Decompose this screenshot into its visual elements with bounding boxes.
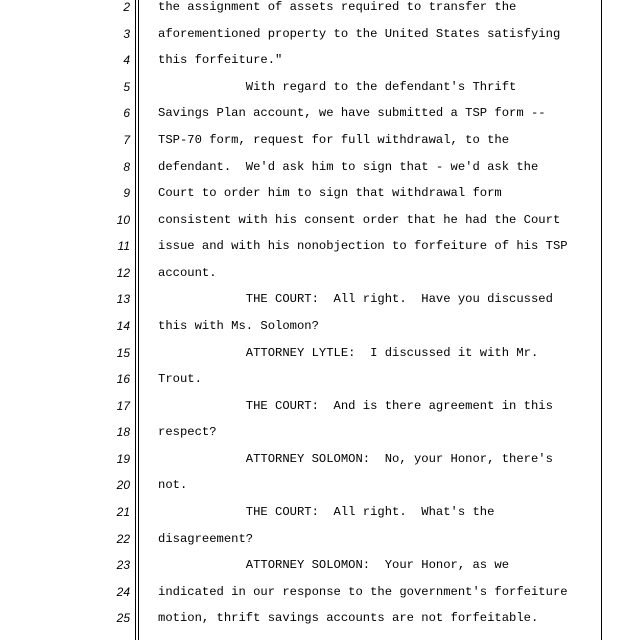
line-number: 16 bbox=[116, 372, 130, 386]
line-text: the assignment of assets required to transfer the bbox=[158, 0, 517, 14]
line-text: this forfeiture." bbox=[158, 53, 283, 67]
line-text: disagreement? bbox=[158, 532, 254, 546]
line-text: THE COURT: All right. What's the bbox=[158, 505, 495, 519]
line-number: 7 bbox=[123, 133, 130, 147]
line-number: 23 bbox=[116, 558, 130, 572]
line-text: ATTORNEY SOLOMON: No, your Honor, there's bbox=[158, 452, 553, 466]
line-number: 9 bbox=[123, 186, 130, 200]
line-number: 14 bbox=[116, 319, 130, 333]
line-number: 19 bbox=[116, 452, 130, 466]
line-text: Savings Plan account, we have submitted a TSP form -- bbox=[158, 106, 546, 120]
line-text: defendant. We'd ask him to sign that - we'd ask the bbox=[158, 160, 539, 174]
line-number: 4 bbox=[123, 53, 130, 67]
line-number: 24 bbox=[116, 585, 130, 599]
line-number: 10 bbox=[116, 213, 130, 227]
left-margin-rule-inner bbox=[138, 0, 139, 640]
line-number: 25 bbox=[116, 611, 130, 625]
line-text: TSP-70 form, request for full withdrawal, to the bbox=[158, 133, 510, 147]
line-text: motion, thrift savings accounts are not forfeitable. bbox=[158, 611, 539, 625]
line-text: THE COURT: And is there agreement in this bbox=[158, 399, 553, 413]
line-number: 20 bbox=[116, 478, 130, 492]
line-number: 11 bbox=[117, 239, 130, 253]
line-number: 5 bbox=[123, 80, 130, 94]
line-text: respect? bbox=[158, 425, 217, 439]
line-number: 13 bbox=[116, 292, 130, 306]
line-text: ATTORNEY LYTLE: I discussed it with Mr. bbox=[158, 346, 539, 360]
line-number: 21 bbox=[116, 505, 130, 519]
left-margin-rule bbox=[135, 0, 136, 640]
line-number: 6 bbox=[123, 106, 130, 120]
line-text: account. bbox=[158, 266, 217, 280]
line-text: issue and with his nonobjection to forfeiture of his TSP bbox=[158, 239, 568, 253]
line-number: 12 bbox=[116, 266, 130, 280]
line-text: this with Ms. Solomon? bbox=[158, 319, 319, 333]
line-number: 17 bbox=[116, 399, 130, 413]
line-number: 22 bbox=[116, 532, 130, 546]
line-text: Court to order him to sign that withdrawal form bbox=[158, 186, 502, 200]
line-number: 8 bbox=[123, 160, 130, 174]
line-text: With regard to the defendant's Thrift bbox=[158, 80, 517, 94]
line-text: not. bbox=[158, 478, 188, 492]
line-number: 3 bbox=[123, 27, 130, 41]
line-text: ATTORNEY SOLOMON: Your Honor, as we bbox=[158, 558, 510, 572]
line-text: Trout. bbox=[158, 372, 202, 386]
line-number: 15 bbox=[116, 346, 130, 360]
line-number: 2 bbox=[123, 0, 130, 14]
line-text: THE COURT: All right. Have you discussed bbox=[158, 292, 553, 306]
line-text: aforementioned property to the United States satisfying bbox=[158, 27, 561, 41]
line-text: indicated in our response to the government's forfeiture bbox=[158, 585, 568, 599]
line-number: 18 bbox=[116, 425, 130, 439]
line-text: consistent with his consent order that he had the Court bbox=[158, 213, 561, 227]
right-margin-rule bbox=[601, 0, 602, 640]
